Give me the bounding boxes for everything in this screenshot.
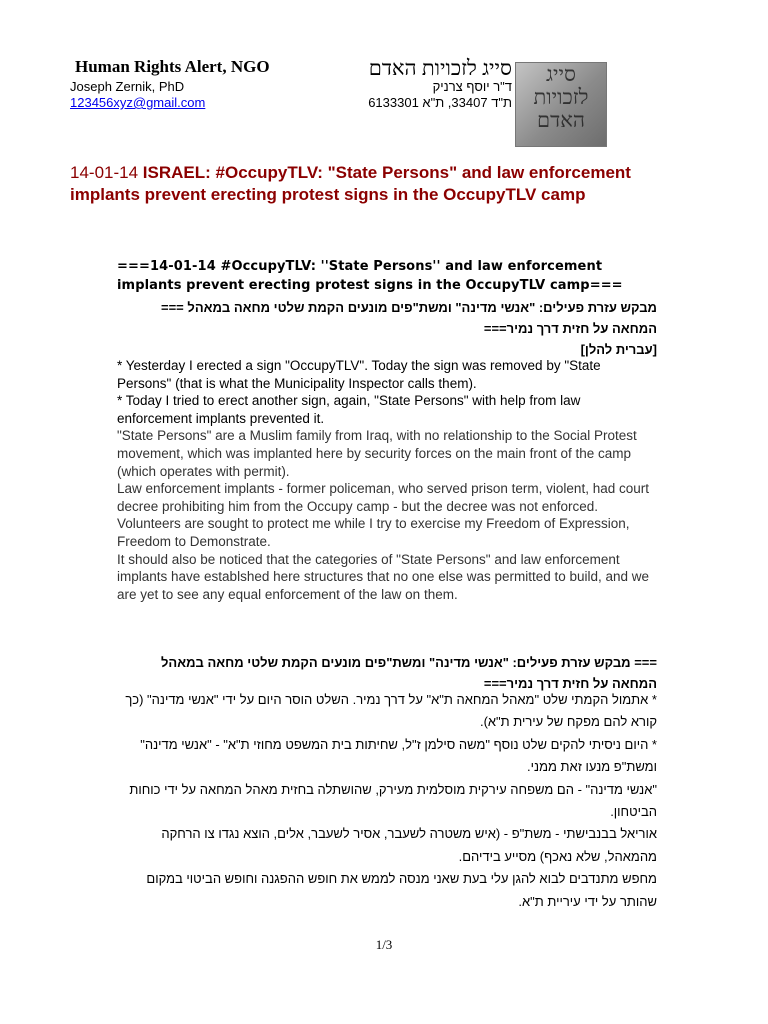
hebrew-paragraph-5: מחפש מתנדבים לבוא להגן עלי בעת שאני מנסה לממש את חופש ההפגנה וחופש הביטוי במקום שהותר על ידי עיריית ת"א. [146, 871, 657, 909]
hebrew-paragraph-1: * אתמול הקמתי שלט "מאהל המחאה ת"א" על דרך נמיר. השלט הוסר היום על ידי "אנשי מדינה" (כך קורא להם מפקח של עירית ת"א). [125, 692, 657, 730]
page-number: 1/3 [375, 937, 393, 952]
hebrew-heading-1-line-1: מבקש עזרת פעילים: "אנשי מדינה" ומשת"פים מונעים הקמת שלטי מחאה במאהל === [161, 300, 657, 315]
english-paragraph-4: Law enforcement implants - former policeman, who served prison term, violent, had court decree prohibiting him from the Occupy camp - but the decree was not enforced. [117, 481, 649, 514]
english-paragraph-1: * Yesterday I erected a sign "OccupyTLV". Today the sign was removed by "State Persons" (that is what the Municipality Inspector calls them). [117, 358, 601, 391]
hebrew-heading-1-line-2: המחאה על חזית דרך נמיר=== [483, 321, 657, 336]
logo-text-line-1: סייג [546, 62, 576, 86]
org-name-he: סייג לזכויות האדם [368, 56, 512, 80]
author-name-he: ד"ר יוסף צרניק [432, 79, 512, 94]
logo-text-line-3: האדם [537, 108, 585, 132]
article-title [70, 162, 670, 206]
author-name-en: Joseph Zernik, PhD [70, 79, 185, 94]
org-logo [515, 62, 607, 147]
hebrew-heading-2 [117, 652, 657, 694]
hebrew-body [117, 689, 657, 913]
logo-text-line-2: לזכויות [533, 85, 589, 109]
hebrew-paragraph-4: אוריאל בבנבישתי - משת"פ - (איש משטרה לשעבר, אסיר לשעבר, אלים, הוצא נגדו צו הרחקה מהמאהל, שלא נאכף) מסייע בידיהם. [161, 826, 657, 864]
english-body [117, 357, 657, 603]
hebrew-heading-1-line-3: [עברית להלן] [580, 342, 657, 357]
english-paragraph-6: It should also be noticed that the categories of "State Persons" and law enforcement implants have establshed here structures that no one else was permitted to build, and we are yet to see any equal enforcement of the law on them. [117, 551, 650, 602]
article-subtitle: ===14-01-14 #OccupyTLV: ''State Persons'' and law enforcement implants prevent erecting protest signs in the OccupyTLV camp=== [117, 259, 623, 293]
postal-address-he: ת"ד 33407, ת"א 6133301 [368, 95, 512, 110]
english-paragraph-3: "State Persons" are a Muslim family from Iraq, with no relationship to the Social Protest movement, which was implanted here by security forces on the main front of the camp (which operates with permit). [117, 428, 637, 479]
hebrew-heading-1 [117, 297, 657, 360]
email-link[interactable]: 123456xyz@gmail.com [70, 95, 206, 110]
english-paragraph-5: Volunteers are sought to protect me while I try to exercise my Freedom of Expression, Freedom to Demonstrate. [117, 516, 630, 549]
hebrew-heading-2-line-1: === מבקש עזרת פעילים: "אנשי מדינה" ומשת"פים מונעים הקמת שלטי מחאה במאהל [161, 655, 657, 670]
hebrew-heading-2-line-2: המחאה על חזית דרך נמיר=== [483, 676, 657, 691]
hebrew-paragraph-2: * היום ניסיתי להקים שלט נוסף "משה סילמן ז"ל, שחיתות בית המשפט מחוזי ת"א" - "אנשי מדינה" ומשת"פ מנעו זאת ממני. [140, 736, 657, 775]
english-paragraph-2: * Today I tried to erect another sign, again, "State Persons" with help from law enforcement implants prevented it. [117, 393, 581, 426]
title-text: ISRAEL: #OccupyTLV: "State Persons" and law enforcement implants prevent erecting protest signs in the OccupyTLV camp [70, 163, 631, 204]
org-name-en: Human Rights Alert, NGO [75, 57, 270, 76]
title-date: 14-01-14 [70, 163, 139, 182]
hebrew-paragraph-3: "אנשי מדינה" - הם משפחה עירקית מוסלמית מעירק, שהושתלה בחזית מאהל המחאה על ידי כוחות הביטחון. [129, 781, 657, 820]
